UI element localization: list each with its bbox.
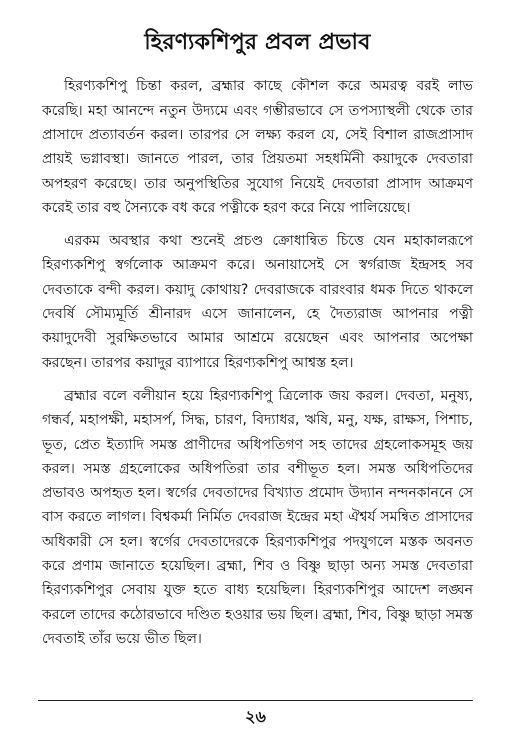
page-number: ২৬ xyxy=(245,707,266,726)
paragraph-2: এরকম অবস্থার কথা শুনেই প্রচণ্ড ক্রোধান্বিত চিত্তে যেন মহাকালরূপে হিরণ্যকশিপু স্বর্গলোক আক্রমণ করে। অনায়াসেই সে স্বর্গরাজ ইন্দ্রসহ সব দেবতাকে বন্দী করল। কয়াদু কোথায়? দেবরাজকে বারংবার ধমক দিতে থাকলে দেবর্ষি সৌম্যমূর্তি শ্রীনারদ এসে জানালেন, হে দৈত্যরাজ আপনার পত্নী কয়াদুদেবী সুরক্ষিতভাবে আমার আশ্রমে রয়েছেন এবং আপনার অপেক্ষা করছেন। তারপর কয়াদুর ব্যাপারে হিরণ্যকশিপু আশ্বস্ত হল। xyxy=(42,233,473,371)
paragraph-1: হিরণ্যকশিপু চিন্তা করল, ব্রহ্মার কাছে কৌশল করে অমরত্ব বরই লাভ করেছি। মহা আনন্দে নতুন উদ্যমে এবং গম্ভীরভাবে সে তপস্যাস্থলী থেকে তার প্রাসাদে প্রত্যাবর্তন করল। তারপর সে লক্ষ্য করল যে, সেই বিশাল রাজপ্রাসাদ প্রায়ই ভগ্নাবস্থা। জানতে পারল, তার প্রিয়তমা সহধর্মিনী কয়াদুকে দেবতারা অপহরণ করেছে। তার অনুপস্থিতির সুযোগ নিয়েই দেবতারা প্রাসাদ আক্রমণ করেই তার বহু সৈন্যকে বধ করে পত্নীকে হরণ করে নিয়ে পালিয়েছে। xyxy=(42,78,473,216)
chapter-title: হিরণ্যকশিপুর প্রবল প্রভাব xyxy=(144,30,371,55)
footer-rule xyxy=(38,700,473,701)
paragraph-3: ব্রহ্মার বলে বলীয়ান হয়ে হিরণ্যকশিপু ত্রিলোক জয় করল। দেবতা, মনুষ্য, গন্ধর্ব, মহাপক্ষী, মহাসর্প, সিদ্ধ, চারণ, বিদ্যাধর, ঋষি, মনু, যক্ষ, রাক্ষস, পিশাচ, ভূত, প্রেত ইত্যাদি সমস্ত প্রাণীদের অধিপতিগণ সহ তাদের গ্রহলোকসমূহ জয় করল। সমস্ত গ্রহলোকের অধিপতিরা তার বশীভূত হল। সমস্ত অধিপতিদের প্রভাবও অপহৃত হল। স্বর্গের দেবতাদের বিখ্যাত প্রমোদ উদ্যান নন্দনকাননে সে বাস করতে লাগল। বিশ্বকর্মা নির্মিত দেবরাজ ইন্দ্রের মহা ঐশ্বর্য সমন্বিত প্রাসাদের অধিকারী সে হল। স্বর্গের দেবতাদেরকে হিরণ্যকশিপুর পদযুগলে মস্তক অবনত করে প্রণাম জানাতে হয়েছিল। ব্রহ্মা, শিব ও বিষ্ণু ছাড়া অন্য সমস্ত দেবতারা হিরণ্যকশিপুর সেবায় যুক্ত হতে বাধ্য হয়েছিল। হিরণ্যকশিপুর আদেশ লঙ্ঘন করলে তাদের কঠোরভাবে দণ্ডিত হওয়ার ভয় ছিল। ব্রহ্মা, শিব, বিষ্ণু ছাড়া সমস্ত দেবতাই তাঁর ভয়ে ভীত ছিল। xyxy=(42,387,473,647)
